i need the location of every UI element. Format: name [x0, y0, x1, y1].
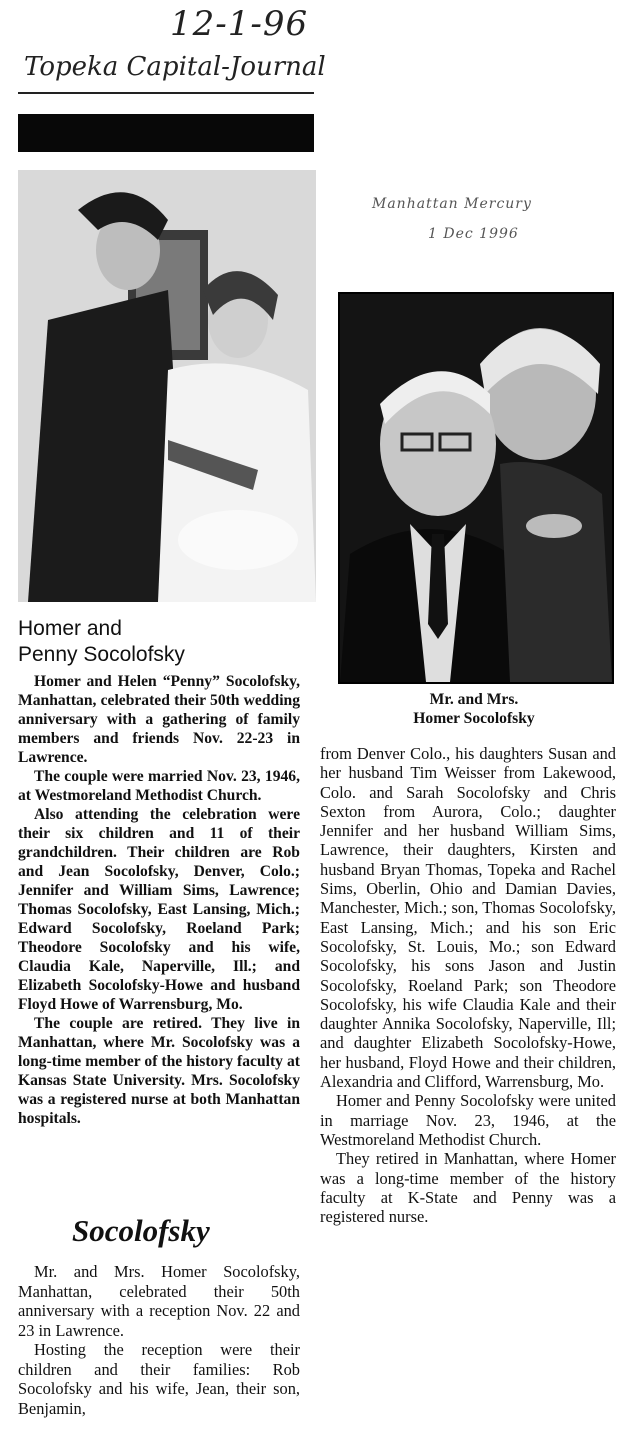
divider: [18, 92, 314, 94]
handwritten-source: Manhattan Mercury: [372, 196, 532, 212]
paragraph: from Denver Colo., his daughters Susan and her husband Tim Weisser from Lakewood, Colo. and Sarah Socolofsky and Chris Sexton from Aurora, Colo.; daughter Jennifer and her husband William Sims, Lawrence, their daughters, Kirsten and husband Bryan Thomas, Topeka and Rachel Sims, Oberlin, Ohio and Damian Davies, Manchester, Mich.; son, Thomas Socolofsky, East Lansing, Mich.; and his son Eric Socolofsky, St. Louis, Mo.; son Edward Socolofsky, his sons Jason and Justin Socolofsky, Roeland Park; son Theodore Socolofsky, his wife Claudia Kale and their daughter Annika Socolofsky, Naperville, Ill; and daughter Elizabeth Socolofsky-Howe, her husband, Floyd Howe and their children, Alexandria and Clifford, Warrensburg, Mo.: [320, 744, 616, 1092]
right-article-body: [320, 744, 616, 1226]
caption-line-2: Homer Socolofsky: [413, 710, 535, 727]
photo-caption: [338, 690, 610, 728]
second-article-heading: Socolofsky: [72, 1213, 210, 1248]
paragraph: They retired in Manhattan, where Homer was a long-time member of the history faculty at K-State and Penny was a registered nurse.: [320, 1149, 616, 1227]
anniversary-photo: [338, 292, 614, 684]
heading-line-1: Homer and: [18, 617, 122, 640]
left-article-body: [18, 672, 300, 1128]
second-article-body: [18, 1262, 300, 1418]
paragraph: Mr. and Mrs. Homer Socolofsky, Manhattan, celebrated their 50th anniversary with a reception Nov. 22 and 23 in Lawrence.: [18, 1262, 300, 1340]
handwritten-date: 12-1-96: [170, 4, 309, 44]
heading-line-2: Penny Socolofsky: [18, 643, 185, 666]
handwritten-publication: Topeka Capital-Journal: [24, 52, 326, 82]
paragraph: Homer and Penny Socolofsky were united in marriage Nov. 23, 1946, at the Westmoreland Methodist Church.: [320, 1091, 616, 1149]
handwritten-source-date: 1 Dec 1996: [428, 226, 519, 242]
redacted-band: [18, 114, 314, 152]
caption-line-1: Mr. and Mrs.: [429, 691, 519, 708]
paragraph: The couple were married Nov. 23, 1946, at Westmoreland Methodist Church.: [18, 768, 300, 804]
paragraph: The couple are retired. They live in Manhattan, where Mr. Socolofsky was a long-time member of the history faculty at Kansas State University. Mrs. Socolofsky was a registered nurse at both Manhattan hospitals.: [18, 1015, 300, 1127]
article-heading: [18, 616, 185, 668]
paragraph: Homer and Helen “Penny” Socolofsky, Manhattan, celebrated their 50th wedding anniversary with a gathering of family members and friends Nov. 22-23 in Lawrence.: [18, 673, 300, 766]
paragraph: Also attending the celebration were their six children and 11 of their grandchildren. Their children are Rob and Jean Socolofsky, Denver, Colo.; Jennifer and William Sims, Lawrence; Thomas Socolofsky, East Lansing, Mich.; Edward Socolofsky, Roeland Park; Theodore Socolofsky and his wife, Claudia Kale, Naperville, Ill.; and Elizabeth Socolofsky-Howe and husband Floyd Howe of Warrensburg, Mo.: [18, 806, 300, 1013]
paragraph: Hosting the reception were their children and their families: Rob Socolofsky and his wife, Jean, their son, Benjamin,: [18, 1340, 300, 1418]
wedding-photo: [18, 170, 316, 602]
